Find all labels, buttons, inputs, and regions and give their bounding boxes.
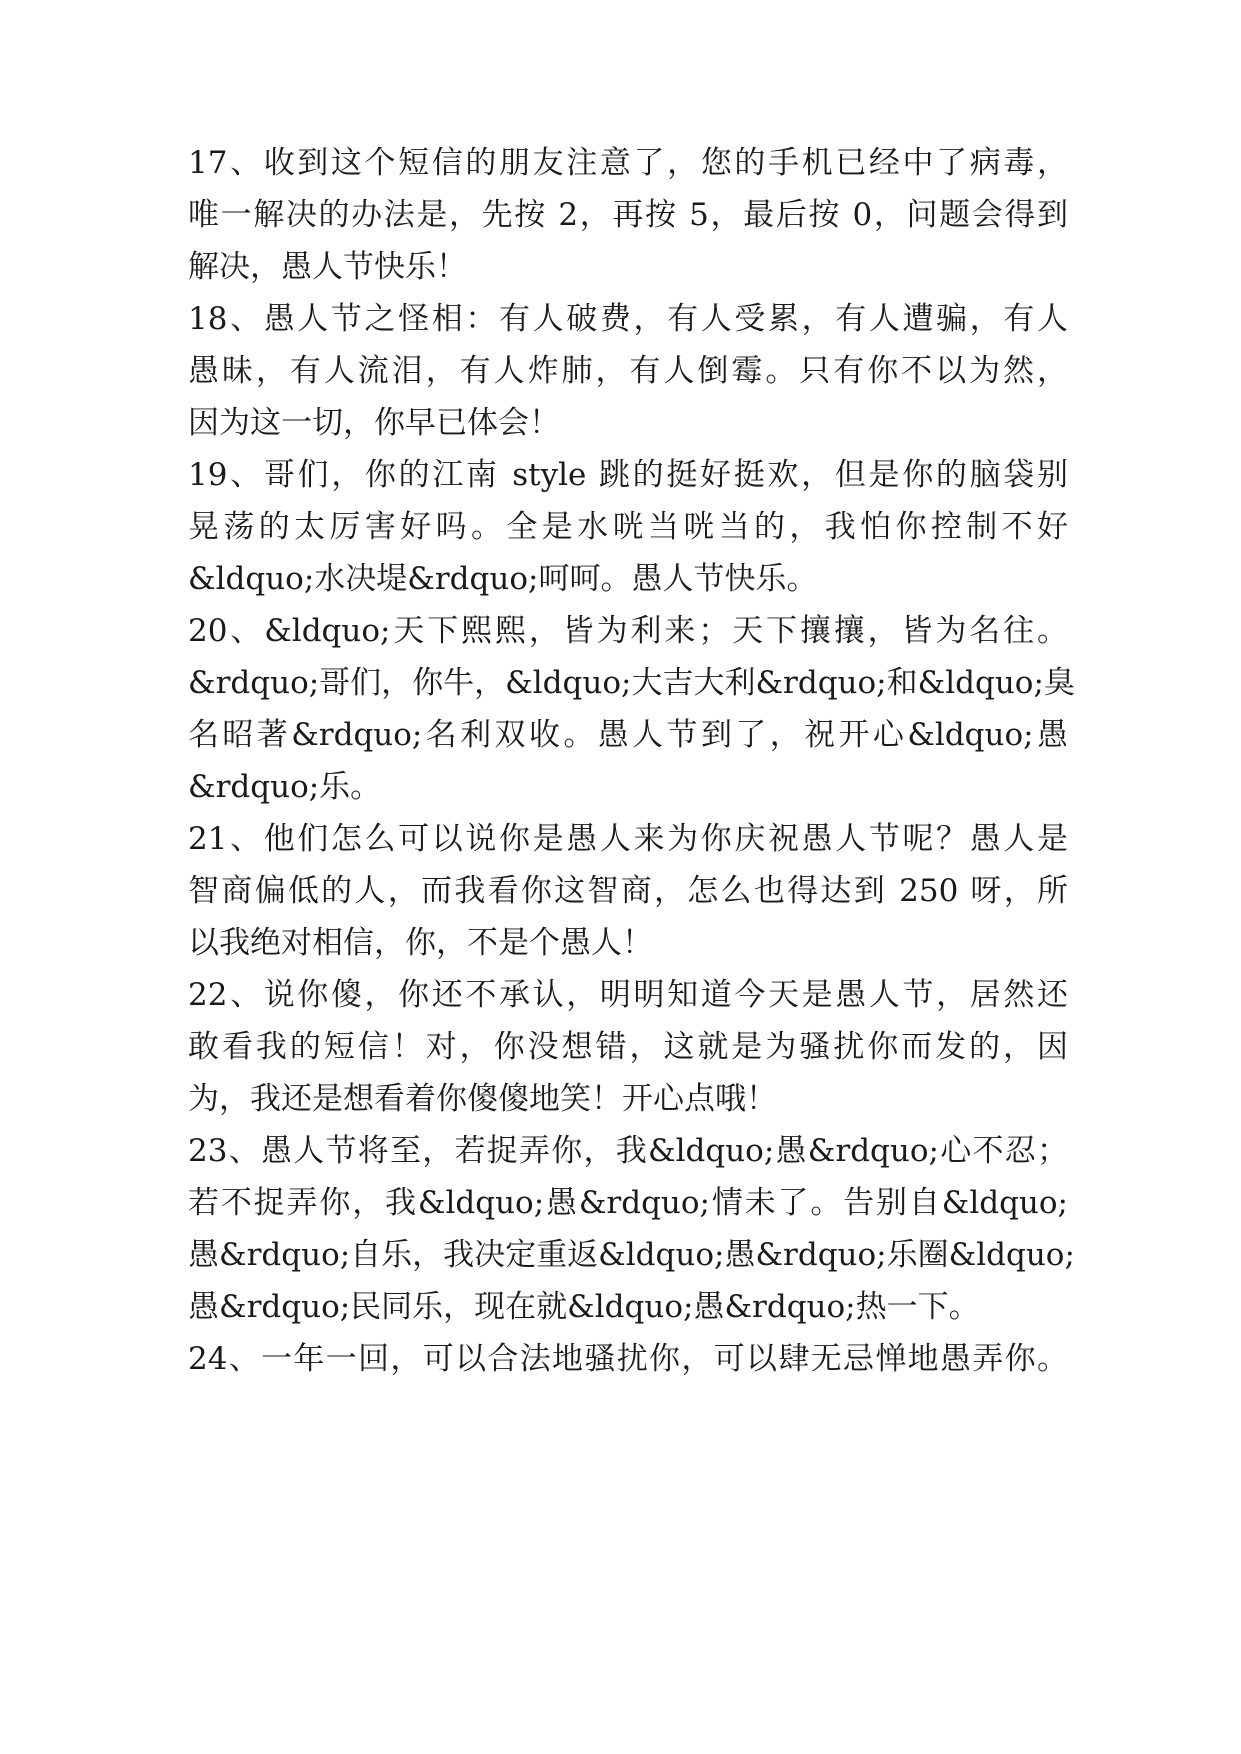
- text-line: 若不捉弄你，我&ldquo;愚&rdquo;情未了。告别自&ldquo;: [188, 1185, 1068, 1221]
- text-line: &rdquo;哥们，你牛，&ldquo;大吉大利&rdquo;和&ldquo;臭: [188, 665, 1075, 701]
- text-line: 23、愚人节将至，若捉弄你，我&ldquo;愚&rdquo;心不忍；: [188, 1133, 1068, 1169]
- text-line: 解决，愚人节快乐！: [188, 249, 467, 285]
- text-line: 敢看我的短信！对，你没想错，这就是为骚扰你而发的，因: [188, 1029, 1068, 1065]
- text-line: 以我绝对相信，你，不是个愚人！: [188, 925, 653, 961]
- text-line: 唯一解决的办法是，先按 2，再按 5，最后按 0，问题会得到: [188, 197, 1068, 233]
- text-line: 22、说你傻，你还不承认，明明知道今天是愚人节，居然还: [188, 977, 1068, 1013]
- text-line: 智商偏低的人，而我看你这智商，怎么也得达到 250 呀，所: [188, 873, 1068, 909]
- text-line: 名昭著&rdquo;名利双收。愚人节到了，祝开心&ldquo;愚: [188, 717, 1068, 753]
- text-line: 为，我还是想看着你傻傻地笑！开心点哦！: [188, 1081, 777, 1117]
- text-line: &ldquo;水决堤&rdquo;呵呵。愚人节快乐。: [188, 561, 818, 597]
- text-line: 因为这一切，你早已体会！: [188, 405, 560, 441]
- text-line: 愚昧，有人流泪，有人炸肺，有人倒霉。只有你不以为然，: [188, 353, 1068, 389]
- text-line: 17、收到这个短信的朋友注意了，您的手机已经中了病毒，: [188, 145, 1068, 181]
- text-line: 20、&ldquo;天下熙熙，皆为利来；天下攘攘，皆为名往。: [188, 613, 1068, 649]
- text-line: 21、他们怎么可以说你是愚人来为你庆祝愚人节呢？愚人是: [188, 821, 1068, 857]
- text-line: 19、哥们，你的江南 style 跳的挺好挺欢，但是你的脑袋别: [188, 457, 1068, 493]
- text-line: &rdquo;乐。: [188, 769, 382, 805]
- text-line: 24、一年一回，可以合法地骚扰你，可以肆无忌惮地愚弄你。: [188, 1341, 1068, 1377]
- text-line: 18、愚人节之怪相：有人破费，有人受累，有人遭骗，有人: [188, 301, 1068, 337]
- text-line: 愚&rdquo;自乐，我决定重返&ldquo;愚&rdquo;乐圈&ldquo;: [188, 1237, 1075, 1273]
- text-line: 愚&rdquo;民同乐，现在就&ldquo;愚&rdquo;热一下。: [188, 1289, 980, 1325]
- text-line: 晃荡的太厉害好吗。全是水咣当咣当的，我怕你控制不好: [188, 509, 1068, 545]
